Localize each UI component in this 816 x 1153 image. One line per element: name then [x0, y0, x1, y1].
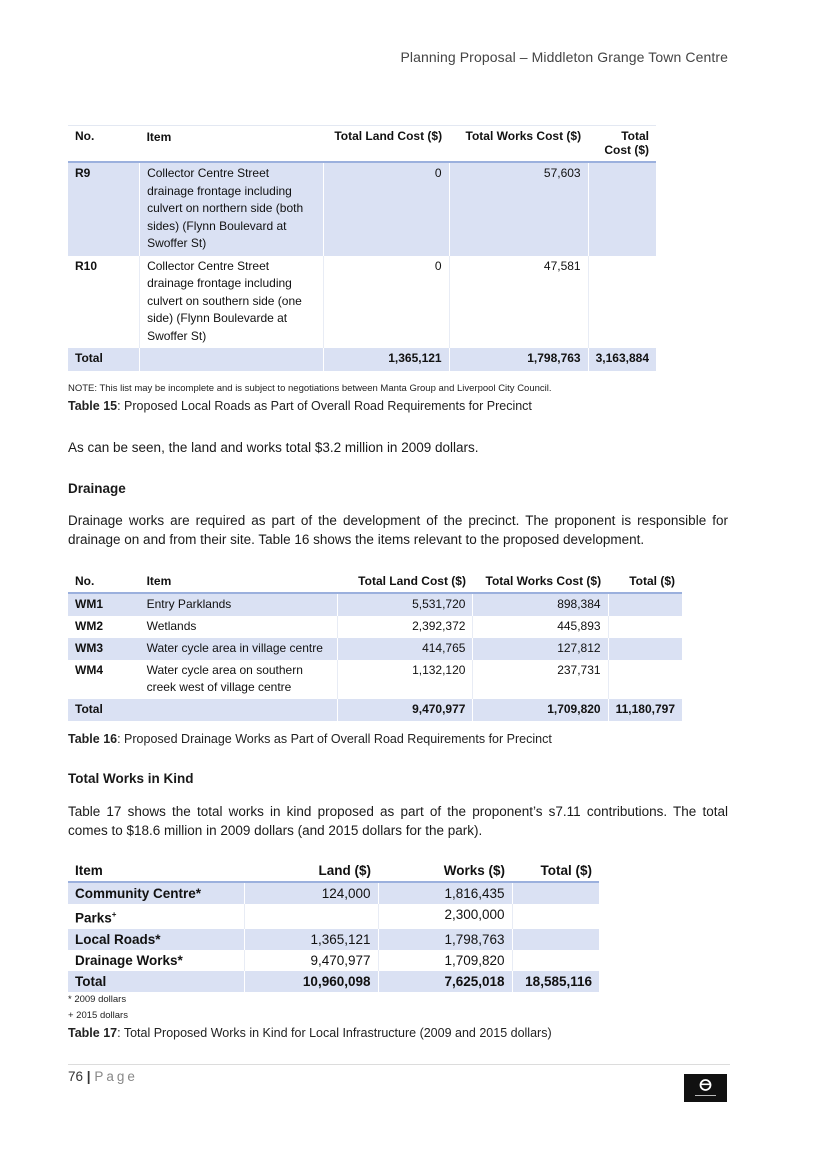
- cell-land: 1,365,121: [324, 348, 449, 371]
- cell-total: [608, 638, 682, 660]
- cell-land: [244, 904, 378, 929]
- cell-land: 9,470,977: [338, 699, 473, 721]
- cell-land: 1,132,120: [338, 660, 473, 699]
- cell-item: Drainage Works*: [75, 952, 183, 968]
- cell-total-label: Total: [68, 348, 140, 371]
- cell-item: Water cycle area on southern creek west of village centre: [146, 663, 303, 694]
- column-header: Item: [68, 860, 244, 882]
- table-header-row: [68, 860, 599, 882]
- table-note: NOTE: This list may be incomplete and is subject to negotiations between Manta Group and Liverpool City Council.: [68, 383, 552, 394]
- paragraph: Table 17 shows the total works in kind proposed as part of the proponent’s s7.11 contributions. The total comes to $18.6 million in 2009 dollars (and 2015 dollars for the park).: [68, 804, 728, 838]
- cell-works: 7,625,018: [378, 971, 512, 992]
- paragraph: Drainage works are required as part of the development of the precinct. The proponent is responsible for drainage on and from their site. Table 16 shows the items relevant to the proposed development.: [68, 513, 728, 547]
- cell-no: WM1: [68, 593, 140, 616]
- cell-land: 1,365,121: [244, 929, 378, 950]
- column-header: Works ($): [378, 860, 512, 882]
- column-header: No.: [68, 571, 140, 593]
- cell-land: 414,765: [338, 638, 473, 660]
- table-total-row: [68, 699, 682, 721]
- column-header: Total Works Cost ($): [473, 571, 608, 593]
- cell-total: [512, 882, 599, 904]
- cell-item: Wetlands: [146, 619, 197, 633]
- cell-works: 1,709,820: [378, 950, 512, 971]
- cell-works: 1,709,820: [473, 699, 608, 721]
- table-header-row: [68, 126, 656, 163]
- caption-label: Table 16: [68, 732, 118, 746]
- caption-text: : Total Proposed Works in Kind for Local Infrastructure (2009 and 2015 dollars): [117, 1026, 552, 1040]
- column-header: No.: [68, 126, 140, 163]
- cell-no: R9: [68, 162, 140, 256]
- caption-label: Table 15: [68, 399, 118, 413]
- cell-total: [512, 929, 599, 950]
- cell-item: Collector Centre Street drainage frontage including culvert on southern side (one side) (Flynn Boulevarde at Swoffer St): [140, 256, 324, 349]
- page-header-title: Planning Proposal – Middleton Grange Town Centre: [400, 49, 728, 65]
- caption-text: : Proposed Drainage Works as Part of Overall Road Requirements for Precinct: [117, 732, 552, 746]
- column-header: Item: [140, 126, 324, 163]
- cell-total: 11,180,797: [608, 699, 682, 721]
- column-header: Total ($): [608, 571, 682, 593]
- caption-text: : Proposed Local Roads as Part of Overall Road Requirements for Precinct: [117, 399, 532, 413]
- column-header: Total Cost ($): [588, 126, 656, 163]
- table-row: [68, 882, 599, 904]
- cell-total: [512, 904, 599, 929]
- cell-item: [140, 348, 324, 371]
- cell-total: [588, 256, 656, 349]
- cell-works: 127,812: [473, 638, 608, 660]
- table-row: [68, 593, 682, 616]
- cell-works: 898,384: [473, 593, 608, 616]
- cell-land: 124,000: [244, 882, 378, 904]
- cell-total: [588, 162, 656, 256]
- cell-land: 2,392,372: [338, 616, 473, 638]
- footer-divider: [68, 1064, 730, 1065]
- cell-works: 1,798,763: [378, 929, 512, 950]
- column-header: Item: [140, 571, 338, 593]
- table-row: [68, 616, 682, 638]
- cell-works: 1,816,435: [378, 882, 512, 904]
- cell-no: WM2: [75, 619, 103, 633]
- cell-no: R10: [75, 258, 98, 273]
- table-row: [68, 950, 599, 971]
- cell-land: 0: [324, 256, 449, 349]
- cell-land: 10,960,098: [244, 971, 378, 992]
- cell-land: 9,470,977: [244, 950, 378, 971]
- table-caption: [68, 732, 552, 746]
- table-15: [68, 125, 656, 371]
- column-header: Total Land Cost ($): [338, 571, 473, 593]
- cell-item: Entry Parklands: [140, 593, 338, 616]
- table-total-row: [68, 971, 599, 992]
- cell-item: Water cycle area in village centre: [140, 638, 338, 660]
- section-heading-drainage: Drainage: [68, 481, 126, 496]
- cell-land: 0: [324, 162, 449, 256]
- table-16: [68, 571, 682, 721]
- page-number: [68, 1069, 138, 1084]
- page-number-separator: |: [86, 1069, 91, 1084]
- section-heading-works-in-kind: Total Works in Kind: [68, 771, 194, 786]
- cell-total-label: Total: [68, 699, 140, 721]
- column-header: Total Works Cost ($): [449, 126, 588, 163]
- cell-total: [608, 616, 682, 638]
- page-word: Page: [94, 1069, 138, 1084]
- cell-works: 2,300,000: [378, 904, 512, 929]
- cell-no: WM4: [75, 663, 103, 677]
- cell-land: 5,531,720: [338, 593, 473, 616]
- column-header: Total Land Cost ($): [324, 126, 449, 163]
- table-row: [68, 638, 682, 660]
- column-header: Land ($): [244, 860, 378, 882]
- table-total-row: [68, 348, 656, 371]
- cell-total: [608, 593, 682, 616]
- cell-works: 1,798,763: [449, 348, 588, 371]
- cell-item: [140, 699, 338, 721]
- table-caption: [68, 399, 532, 413]
- table-row: [68, 256, 656, 349]
- cell-no: WM3: [68, 638, 140, 660]
- table-header-row: [68, 571, 682, 593]
- table-caption: [68, 1026, 552, 1040]
- logo-icon: [684, 1074, 727, 1102]
- cell-item: Collector Centre Street drainage frontage including culvert on northern side (both sides) (Flynn Boulevard at Swoffer St): [140, 162, 324, 256]
- cell-total: [608, 660, 682, 699]
- table-note: * 2009 dollars: [68, 994, 127, 1005]
- cell-total: [512, 950, 599, 971]
- cell-item: Local Roads*: [68, 929, 244, 950]
- cell-total-label: Total: [68, 971, 244, 992]
- table-row: [68, 162, 656, 256]
- table-row: [68, 904, 599, 929]
- table-note: + 2015 dollars: [68, 1010, 128, 1021]
- table-17: [68, 860, 599, 992]
- cell-works: 57,603: [449, 162, 588, 256]
- item-label: Parks: [75, 910, 112, 926]
- paragraph: As can be seen, the land and works total $3.2 million in 2009 dollars.: [68, 440, 479, 455]
- item-footnote-mark: +: [111, 910, 117, 919]
- table-row: [68, 660, 682, 699]
- cell-item: Community Centre*: [68, 882, 244, 904]
- cell-item: [68, 904, 244, 929]
- company-logo: [684, 1074, 727, 1102]
- cell-works: 445,893: [473, 616, 608, 638]
- column-header: Total ($): [512, 860, 599, 882]
- cell-total: 18,585,116: [512, 971, 599, 992]
- cell-total: 3,163,884: [588, 348, 656, 371]
- cell-works: 47,581: [449, 256, 588, 349]
- cell-works: 237,731: [473, 660, 608, 699]
- caption-label: Table 17: [68, 1026, 118, 1040]
- table-row: [68, 929, 599, 950]
- page-number-value: 76: [68, 1069, 84, 1084]
